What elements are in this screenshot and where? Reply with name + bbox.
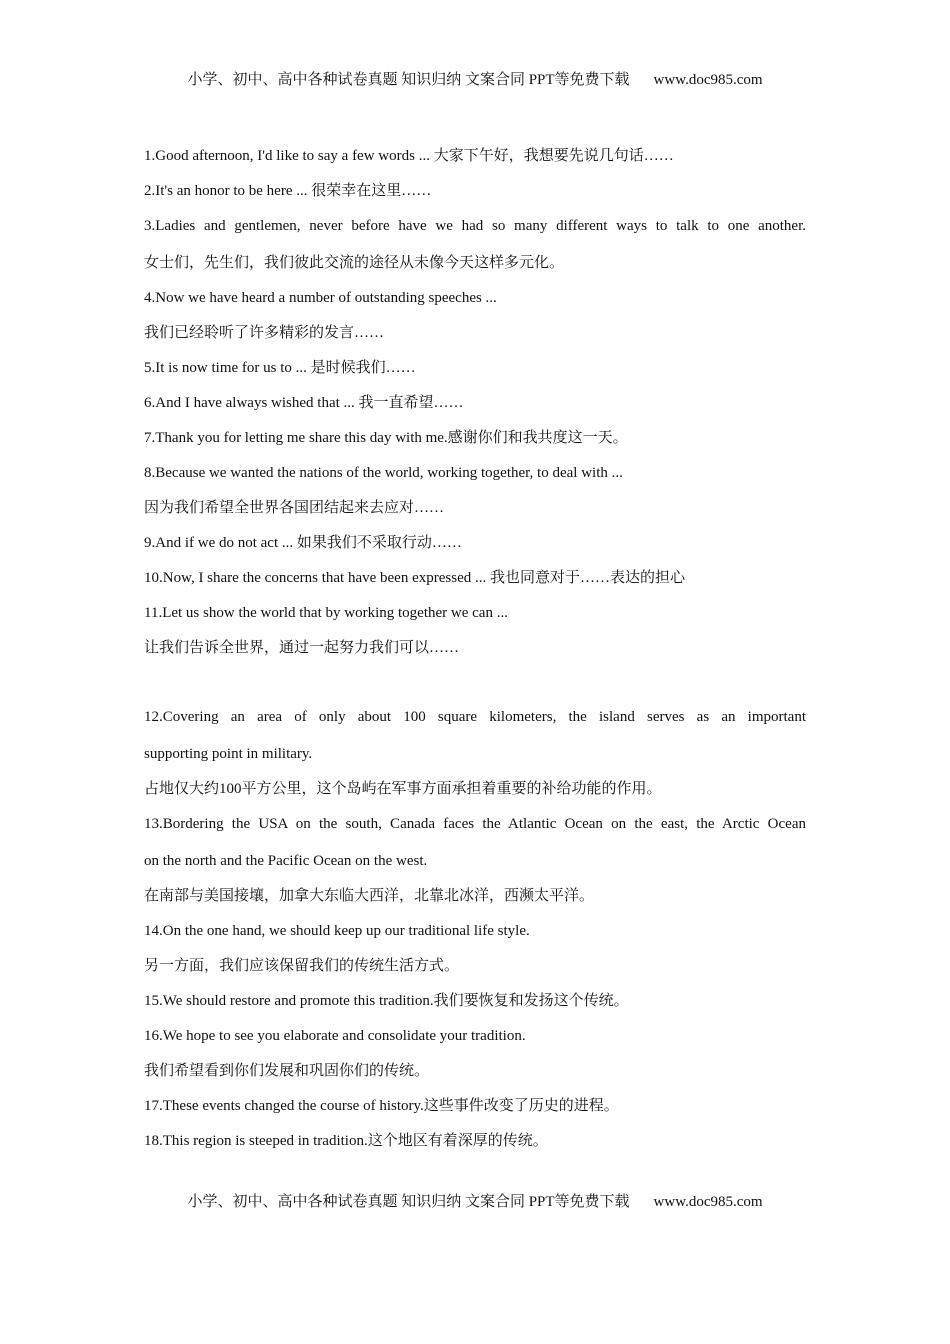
text-line: 1.Good afternoon, I'd like to say a few words ... 大家下午好，我想要先说几句话…… xyxy=(144,148,674,164)
footer-url[interactable]: www.doc985.com xyxy=(653,1194,763,1210)
text-line: 3.Ladies and gentlemen, never before have we had so many different ways to talk to one another. xyxy=(144,218,806,234)
text-line: 我们已经聆听了许多精彩的发言…… xyxy=(144,325,385,341)
text-line: 我们希望看到你们发展和巩固你们的传统。 xyxy=(144,1063,430,1079)
text-line: 18.This region is steeped in tradition.这个地区有着深厚的传统。 xyxy=(144,1133,548,1149)
page-footer xyxy=(0,1190,950,1211)
text-line: 女士们，先生们，我们彼此交流的途径从未像今天这样多元化。 xyxy=(144,255,565,271)
text-line: 9.And if we do not act ... 如果我们不采取行动…… xyxy=(144,535,462,551)
text-line: 6.And I have always wished that ... 我一直希望…… xyxy=(144,395,464,411)
text-line: 5.It is now time for us to ... 是时候我们…… xyxy=(144,360,416,376)
text-line: 11.Let us show the world that by working together we can ... xyxy=(144,605,508,621)
text-line: 12.Covering an area of only about 100 square kilometers, the island serves as an important xyxy=(144,709,806,725)
text-line: supporting point in military. xyxy=(144,746,313,762)
footer-tagline: 小学、初中、高中各种试卷真题 知识归纳 文案合同 PPT等免费下载 xyxy=(187,1194,630,1210)
text-line: 10.Now, I share the concerns that have been expressed ... 我也同意对于……表达的担心 xyxy=(144,570,685,586)
text-line: 15.We should restore and promote this tradition.我们要恢复和发扬这个传统。 xyxy=(144,993,629,1009)
paragraph-gap xyxy=(144,673,806,707)
text-line: 8.Because we wanted the nations of the world, working together, to deal with ... xyxy=(144,465,623,481)
text-line: 占地仅大约100平方公里，这个岛屿在军事方面承担着重要的补给功能的作用。 xyxy=(144,781,662,797)
text-line: 13.Bordering the USA on the south, Canada faces the Atlantic Ocean on the east, the Arctic Ocean xyxy=(144,816,806,832)
page-header xyxy=(0,68,950,89)
text-line: 让我们告诉全世界，通过一起努力我们可以…… xyxy=(144,640,460,656)
text-line: 14.On the one hand, we should keep up our traditional life style. xyxy=(144,923,530,939)
text-line: 7.Thank you for letting me share this day with me.感谢你们和我共度这一天。 xyxy=(144,430,628,446)
text-line: 在南部与美国接壤，加拿大东临大西洋，北靠北冰洋，西濒太平洋。 xyxy=(144,888,595,904)
text-line: 16.We hope to see you elaborate and consolidate your tradition. xyxy=(144,1028,526,1044)
text-line: 17.These events changed the course of history.这些事件改变了历史的进程。 xyxy=(144,1098,619,1114)
text-line: 另一方面，我们应该保留我们的传统生活方式。 xyxy=(144,958,460,974)
text-line: on the north and the Pacific Ocean on the west. xyxy=(144,853,428,869)
document-body xyxy=(144,146,806,1166)
text-line: 4.Now we have heard a number of outstanding speeches ... xyxy=(144,290,497,306)
text-line: 因为我们希望全世界各国团结起来去应对…… xyxy=(144,500,445,516)
header-tagline: 小学、初中、高中各种试卷真题 知识归纳 文案合同 PPT等免费下载 xyxy=(187,72,630,88)
text-line: 2.It's an honor to be here ... 很荣幸在这里…… xyxy=(144,183,432,199)
header-url[interactable]: www.doc985.com xyxy=(653,72,763,88)
